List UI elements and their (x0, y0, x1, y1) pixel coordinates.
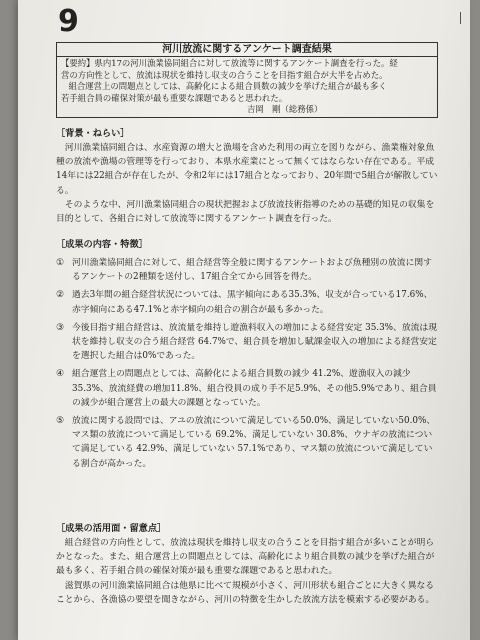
result-item (56, 414, 440, 471)
summary-line: 営の方向性として、放流は現状を維持し収支の合うことを目指す組合が大半を占めた。 (61, 69, 388, 80)
usage-paragraph: 滋賀県の河川漁業協同組合は他県に比べて規模が小さく、河川形状も組合ごとに大きく異なることから、各漁協の要望を聞きながら、河川の特徴を生かした放流方法を模索する必要がある。 (56, 580, 435, 605)
result-number: ③ (56, 322, 65, 333)
result-item (56, 288, 440, 316)
result-item (56, 321, 440, 364)
usage-section (56, 522, 440, 607)
result-text: 組合運営上の問題点としては、高齢化による組合員数の減少 41.2%、遊漁収入の減少 35.3%、放流経費の増加11.8%、組合役員の成り手不足5.9%、その他5.9%であり、組合員の減少が組合運営上の最大の課題となっていた。 (72, 369, 437, 408)
summary-line: 組合運営上の問題点としては、高齢化による組合員数の減少を挙げた組合が最も多く (68, 81, 387, 92)
usage-header: ［成果の活用面・留意点］ (56, 523, 167, 534)
summary-box (56, 42, 438, 118)
background-paragraph: 河川漁業協同組合は、水産資源の増大と漁場を含めた利用の両立を図りながら、漁業権対象魚種の放流や漁場の管理等を行っており、本県水産業にとって無くてはならない存在である。平成14年には22組合が存在したが、令和2年には17組合となっており、20年間で5組合が解散している。 (56, 143, 438, 196)
summary-body (57, 57, 437, 104)
result-item (56, 256, 440, 284)
background-paragraph: そのような中、河川漁業協同組合の現状把握および放流技術指導のための基礎的知見の収集を目的として、各組合に対して放流等に関するアンケート調査を行った。 (56, 199, 435, 225)
result-text: 河川漁業協同組合に対して、組合経営等全般に関するアンケートおよび魚種別の放流に関するアンケートの2種類を送付し、17組合全てから回答を得た。 (72, 258, 432, 283)
result-number: ④ (56, 369, 65, 380)
result-number: ① (56, 258, 65, 268)
results-header: ［成果の内容・特徴］ (56, 239, 148, 250)
result-number: ② (56, 290, 65, 301)
results-section (56, 238, 440, 475)
author-line: 吉岡 剛（総務係） (247, 104, 323, 115)
result-text: 過去3年間の組合経営状況については、黒字傾向にある35.3%、収支が合っている17.6%、赤字傾向にある47.1%と赤字傾向の組合の割合が最も多かった。 (72, 290, 433, 315)
summary-line: 若手組合員の確保対策が最も重要な課題であると思われた。 (61, 92, 288, 103)
background-section (56, 127, 440, 226)
background-header: ［背景・ねらい］ (56, 128, 130, 139)
page-number: 9 (58, 4, 79, 39)
summary-title: 河川放流に関するアンケート調査結果 (57, 43, 437, 57)
summary-line: 【要約】県内17の河川漁業協同組合に対して放流等に関するアンケート調査を行った。経 (61, 58, 398, 68)
margin-mark (460, 12, 461, 24)
result-item (56, 367, 440, 410)
result-number: ⑤ (56, 416, 65, 427)
result-text: 放流に関する設問では、アユの放流について満足している50.0%、満足していない50.0%、マス類の放流について満足している 69.2%、満足していない 30.8%、ウナギの放流について満足している 42.9%、満足していない 57.1%であり、マス類の放流について満足している割合が高かった。 (72, 416, 436, 469)
result-text: 今後目指す組合経営は、放流量を維持し遊漁料収入の増加による経営安定 35.3%、放流は現状を維持し収支の合う組合経営 64.7%で、組合員を増加し賦課金収入の増加による経営安定を選択した組合は0%であった。 (72, 322, 438, 362)
usage-paragraph: 組合経営の方向性として、放流は現状を維持し収支の合うことを目指す組合が多いことが明らかとなった。また、組合運営上の問題点としては、高齢化により組合員数の減少を挙げた組合が最も多く、若手組合員の確保対策が最も重要な課題であると思われた。 (56, 538, 435, 577)
